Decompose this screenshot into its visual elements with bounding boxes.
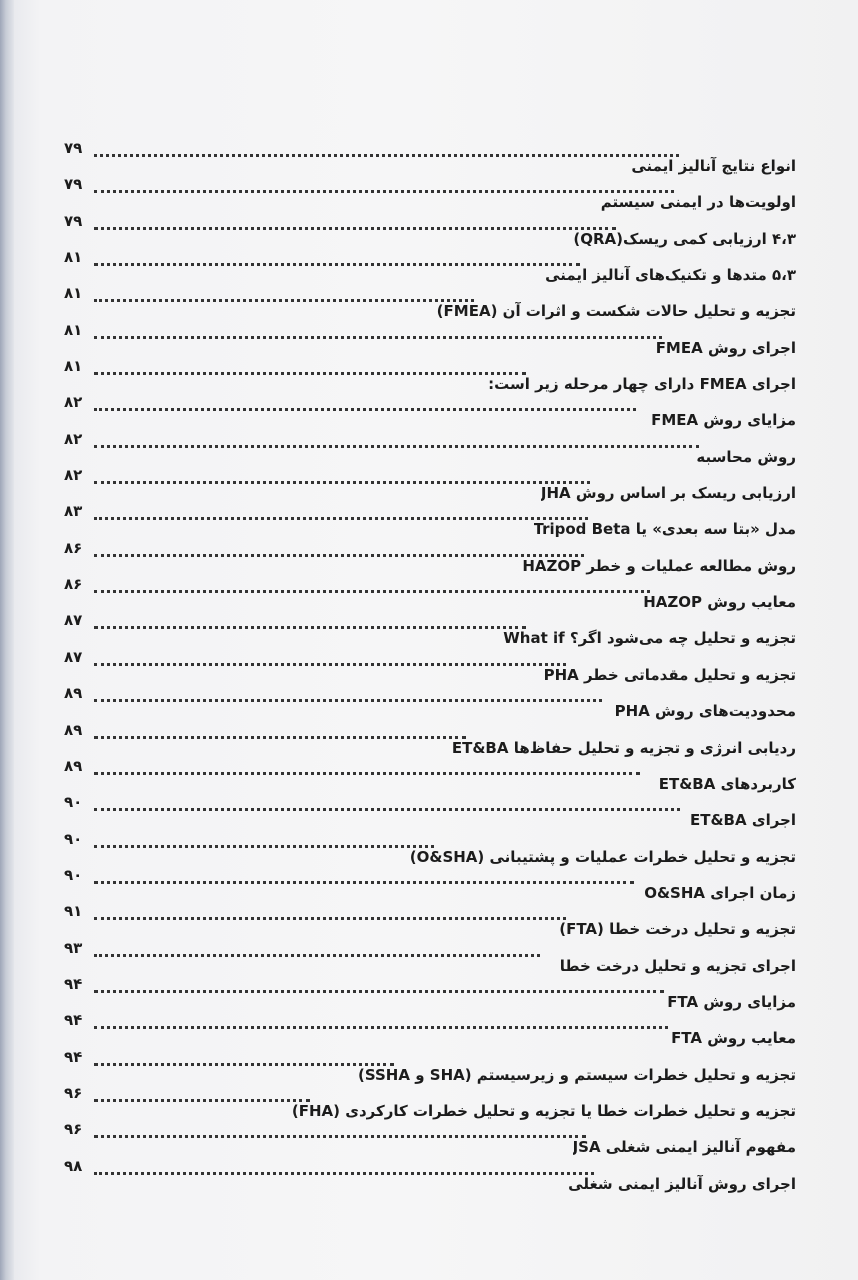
toc-entry-title: اجرای تجزیه و تحلیل درخت خطا — [559, 956, 796, 975]
toc-entry-title: ۵،۳ متدها و تکنیک‌های آنالیز ایمنی — [545, 266, 796, 285]
toc-entry-title: مزایای روش FTA — [667, 992, 796, 1011]
toc-entry-title: اجرای روش FMEA — [655, 338, 796, 357]
toc-leader-dots — [94, 1158, 594, 1175]
toc-leader-dots — [94, 140, 679, 157]
toc-page-number: ۹۰ — [64, 865, 83, 884]
toc-entry — [58, 431, 806, 467]
toc-entry-title: روش مطالعه عملیات و خطر HAZOP — [522, 556, 796, 575]
toc-entry-title: ۴،۳ ارزیابی کمی ریسک(QRA) — [573, 229, 796, 248]
toc-entry — [58, 285, 806, 321]
toc-page-number: ۷۹ — [64, 139, 83, 157]
toc-entry — [58, 394, 806, 430]
toc-page-number: ۷۹ — [64, 211, 83, 230]
toc-page-number: ۸۹ — [64, 684, 83, 703]
toc-page-number: ۹۸ — [64, 1156, 83, 1175]
toc-entry — [58, 322, 806, 358]
toc-page-number: ۸۱ — [64, 284, 83, 303]
toc-page-number: ۸۶ — [64, 538, 83, 557]
toc-entry — [58, 867, 806, 903]
toc-entry — [58, 1158, 806, 1194]
toc-entry — [58, 503, 806, 539]
toc-page-number: ۸۳ — [64, 502, 83, 521]
toc-leader-dots — [94, 903, 566, 920]
toc-entry-title: اجرای FMEA دارای چهار مرحله زیر است: — [488, 375, 796, 394]
toc-entry — [58, 1121, 806, 1157]
toc-page-number: ۹۰ — [64, 829, 83, 848]
toc-page-number: ۹۴ — [64, 974, 83, 993]
toc-entry-title: تجزیه و تحلیل مقدماتی خطر PHA — [543, 665, 796, 684]
toc-entry — [58, 685, 806, 721]
toc-leader-dots — [94, 940, 540, 957]
toc-page-number: ۹۳ — [64, 938, 83, 957]
toc-entry — [58, 1012, 806, 1048]
toc-leader-dots — [94, 467, 590, 484]
page-edge — [0, 0, 14, 1280]
toc-entry — [58, 1085, 806, 1121]
toc-leader-dots — [94, 540, 584, 557]
toc-entry — [58, 176, 806, 212]
toc-page-number: ۹۴ — [64, 1047, 83, 1066]
toc-leader-dots — [94, 1121, 586, 1138]
toc-entry-title: تجزیه و تحلیل حالات شکست و اثرات آن (FMEA) — [436, 302, 796, 321]
toc-leader-dots — [94, 213, 616, 230]
toc-entry — [58, 358, 806, 394]
toc-leader-dots — [94, 976, 664, 993]
toc-entry — [58, 758, 806, 794]
toc-entry — [58, 467, 806, 503]
toc-entry-title: مزایای روش FMEA — [651, 411, 796, 430]
toc-entry-title: کاربردهای ET&BA — [658, 774, 796, 793]
toc-leader-dots — [94, 1049, 394, 1066]
toc-leader-dots — [94, 1085, 310, 1102]
toc-page-number: ۷۹ — [64, 175, 83, 194]
toc-entry — [58, 249, 806, 285]
toc-leader-dots — [94, 249, 580, 266]
toc-leader-dots — [94, 503, 588, 520]
toc-entry-title: ردیابی انرژی و تجزیه و تحلیل حفاظ‌ها ET&BA — [451, 738, 796, 757]
toc-entry — [58, 940, 806, 976]
toc-leader-dots — [94, 176, 674, 193]
toc-entry — [58, 649, 806, 685]
toc-entry — [58, 722, 806, 758]
toc-leader-dots — [94, 612, 526, 629]
toc-entry — [58, 831, 806, 867]
toc-entry-title: اولویت‌ها در ایمنی سیستم — [600, 193, 796, 212]
toc-leader-dots — [94, 1012, 668, 1029]
toc-leader-dots — [94, 358, 526, 375]
toc-entry — [58, 903, 806, 939]
table-of-contents — [58, 140, 806, 1194]
toc-page-number: ۹۰ — [64, 793, 83, 812]
toc-entry — [58, 612, 806, 648]
toc-leader-dots — [94, 758, 640, 775]
toc-page-number: ۸۷ — [64, 611, 83, 630]
toc-page-number: ۸۲ — [64, 466, 83, 485]
toc-leader-dots — [94, 394, 636, 411]
toc-page-number: ۸۷ — [64, 647, 83, 666]
toc-entry-title: معایب روش FTA — [671, 1029, 796, 1048]
toc-leader-dots — [94, 722, 466, 739]
toc-leader-dots — [94, 431, 699, 448]
toc-leader-dots — [94, 649, 566, 666]
toc-leader-dots — [94, 285, 474, 302]
toc-leader-dots — [94, 685, 602, 702]
toc-entry-title: ارزیابی ریسک بر اساس روش JHA — [540, 484, 796, 503]
toc-entry-title: تجزیه و تحلیل خطرات عملیات و پشتیبانی (O&SHA) — [409, 847, 796, 866]
toc-leader-dots — [94, 576, 650, 593]
toc-entry-title: معایب روش HAZOP — [643, 593, 796, 612]
toc-entry-title: انواع نتایج آنالیز ایمنی — [631, 157, 796, 175]
toc-entry-title: محدودیت‌های روش PHA — [614, 702, 796, 721]
toc-entry-title: مدل «بتا سه بعدی» یا Tripod Beta — [533, 520, 796, 539]
toc-entry-title: روش محاسبه — [696, 447, 796, 466]
toc-page-number: ۹۱ — [64, 902, 83, 921]
toc-leader-dots — [94, 794, 680, 811]
toc-page-number: ۸۱ — [64, 320, 83, 339]
toc-page-number: ۸۹ — [64, 756, 83, 775]
toc-entry — [58, 540, 806, 576]
toc-leader-dots — [94, 322, 662, 339]
toc-entry — [58, 576, 806, 612]
toc-entry — [58, 1049, 806, 1085]
toc-page-number: ۸۹ — [64, 720, 83, 739]
toc-entry — [58, 213, 806, 249]
toc-leader-dots — [94, 831, 434, 848]
toc-entry-title: مفهوم آنالیز ایمنی شغلی JSA — [572, 1138, 796, 1157]
toc-page-number: ۸۱ — [64, 357, 83, 376]
toc-page-number: ۹۴ — [64, 1011, 83, 1030]
toc-entry — [58, 976, 806, 1012]
toc-entry-title: تجزیه و تحلیل درخت خطا (FTA) — [559, 920, 796, 939]
toc-entry-title: تجزیه و تحلیل خطرات خطا یا تجزیه و تحلیل خطرات کارکردی (FHA) — [291, 1101, 796, 1120]
toc-page-number: ۸۲ — [64, 393, 83, 412]
toc-page-number: ۹۶ — [64, 1120, 83, 1139]
toc-entry-title: زمان اجرای O&SHA — [644, 883, 796, 902]
toc-entry — [58, 140, 806, 176]
toc-entry-title: تجزیه و تحلیل خطرات سیستم و زیرسیستم (SHA و SSHA) — [358, 1065, 796, 1084]
toc-entry-title: اجرای ET&BA — [689, 811, 796, 830]
toc-entry — [58, 794, 806, 830]
toc-page-number: ۸۲ — [64, 429, 83, 448]
toc-leader-dots — [94, 867, 634, 884]
toc-page-number: ۸۱ — [64, 248, 83, 267]
toc-entry-title: تجزیه و تحلیل چه می‌شود اگر؟ What if — [503, 629, 796, 648]
toc-page-number: ۹۶ — [64, 1083, 83, 1102]
toc-page-number: ۸۶ — [64, 575, 83, 594]
toc-entry-title: اجرای روش آنالیز ایمنی شغلی — [568, 1174, 796, 1193]
